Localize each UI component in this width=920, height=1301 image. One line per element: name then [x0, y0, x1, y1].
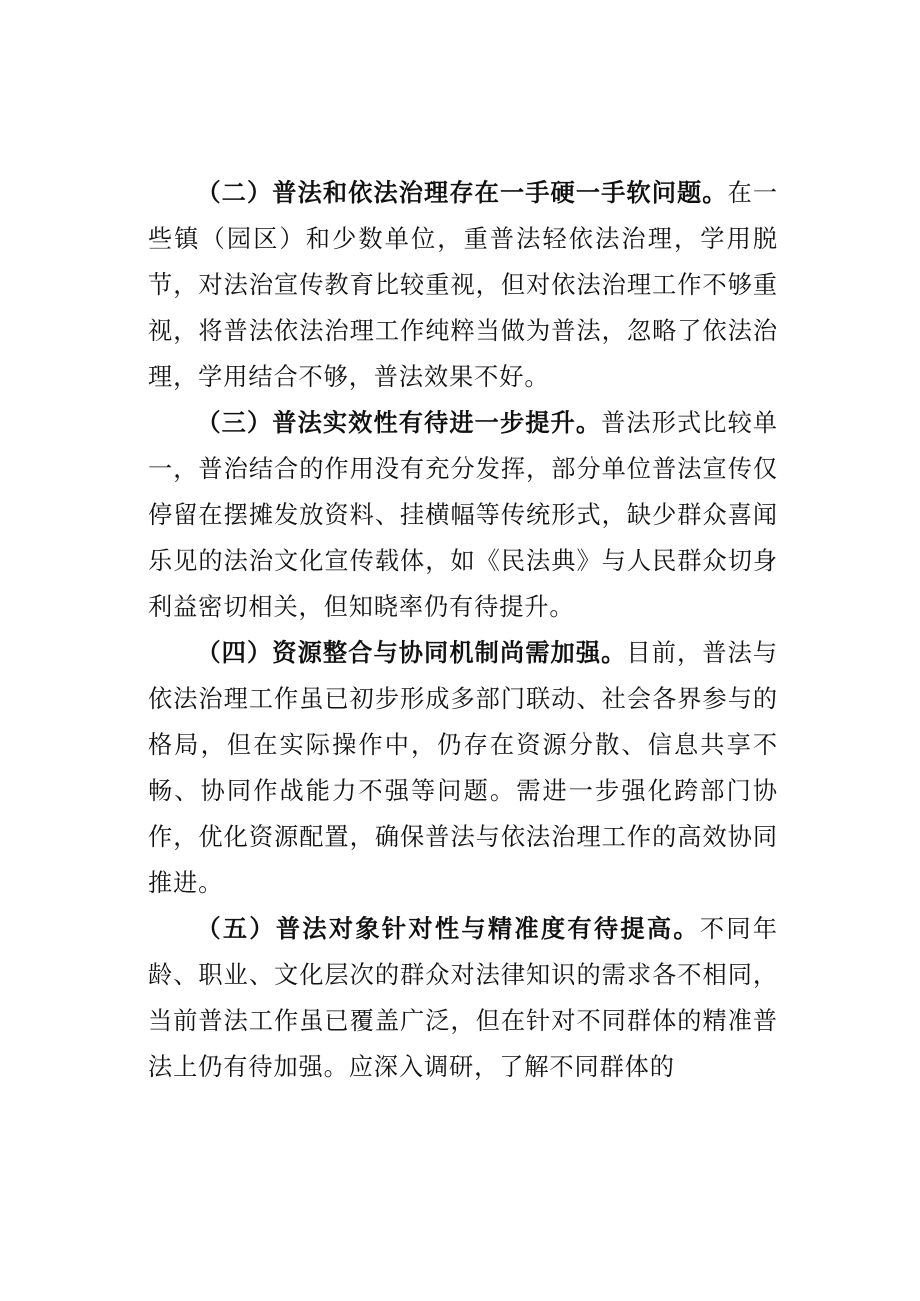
paragraph-3	[148, 400, 778, 630]
section-text-5: 不同年龄、职业、文化层次的群众对法律知识的需求各不相同，当前普法工作虽已覆盖广泛，但在针对不同群体的精准普法上仍有待加强。应深入调研，了解不同群体的	[148, 915, 778, 1081]
section-text-2: 在一些镇（园区）和少数单位，重普法轻依法治理，学用脱节，对法治宣传教育比较重视，但对依法治理工作不够重视，将普法依法治理工作纯粹当做为普法，忽略了依法治理，学用结合不够，普法效果不好。	[148, 179, 778, 391]
section-heading-2: （二）普法和依法治理存在一手硬一手软问题。	[196, 179, 728, 207]
section-text-3: 普法形式比较单一，普治结合的作用没有充分发挥，部分单位普法宣传仅停留在摆摊发放资料、挂横幅等传统形式，缺少群众喜闻乐见的法治文化宣传载体，如《民法典》与人民群众切身利益密切相关，但知晓率仍有待提升。	[148, 409, 778, 621]
section-heading-3: （三）普法实效性有待进一步提升。	[196, 409, 602, 437]
section-text-4: 目前，普法与依法治理工作虽已初步形成多部门联动、社会各界参与的格局，但在实际操作中，仍存在资源分散、信息共享不畅、协同作战能力不强等问题。需进一步强化跨部门协作，优化资源配置，确保普法与依法治理工作的高效协同推进。	[148, 639, 778, 897]
section-heading-4: （四）资源整合与协同机制尚需加强。	[196, 639, 627, 667]
paragraph-4	[148, 630, 778, 906]
document-body	[148, 170, 778, 1090]
paragraph-5	[148, 906, 778, 1090]
section-heading-5: （五）普法对象针对性与精准度有待提高。	[196, 915, 700, 943]
paragraph-2	[148, 170, 778, 400]
